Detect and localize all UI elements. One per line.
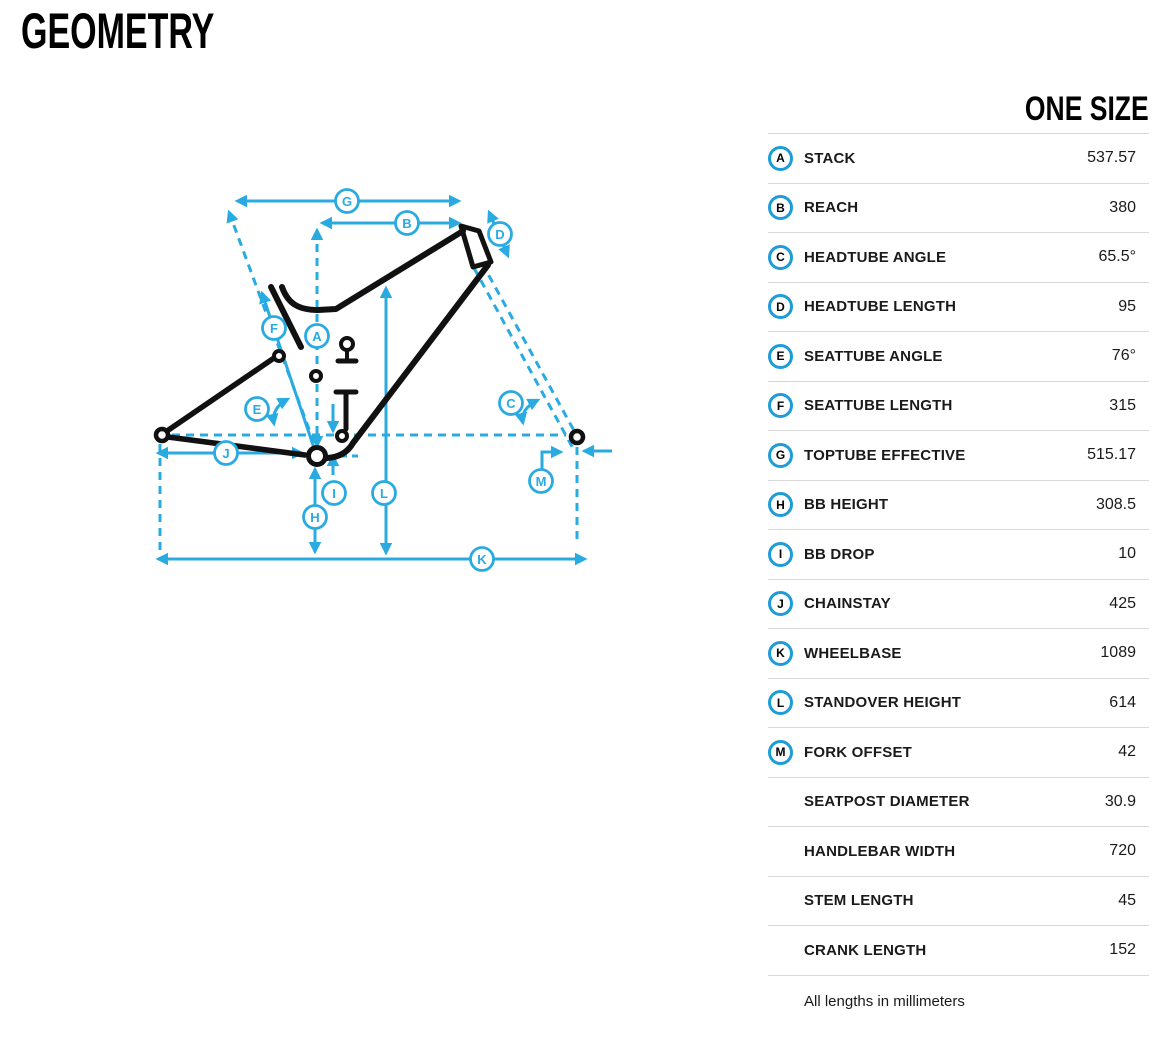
size-header (768, 84, 1149, 133)
toptube (282, 231, 463, 310)
spec-row (768, 331, 1149, 381)
spec-row (768, 777, 1149, 827)
letter-badge: F (768, 393, 793, 418)
spec-label: WHEELBASE (804, 644, 902, 662)
spec-label: REACH (804, 199, 859, 217)
spec-value: 537.57 (1087, 149, 1136, 167)
spec-value: 425 (1109, 594, 1136, 612)
diagram-marker-f (263, 317, 286, 340)
svg-text:J: J (222, 446, 230, 461)
letter-badge: H (768, 492, 793, 517)
spec-value: 65.5° (1098, 248, 1136, 266)
spec-label: CRANK LENGTH (804, 941, 927, 959)
size-label: ONE SIZE (1025, 90, 1149, 128)
letter-badge: M (768, 740, 793, 765)
diagram-marker-h (304, 506, 327, 529)
spec-label: SEATTUBE ANGLE (804, 347, 943, 365)
seattube-angle-arc (274, 399, 288, 424)
spec-row (768, 529, 1149, 579)
front-axle (571, 431, 583, 443)
spec-row (768, 480, 1149, 530)
shock-eyelet (337, 431, 347, 441)
spec-row (768, 826, 1149, 876)
svg-text:E: E (252, 402, 262, 417)
svg-text:I: I (332, 486, 336, 501)
diagram-marker-j (215, 442, 238, 465)
spec-row (768, 381, 1149, 431)
diagram-marker-l (373, 482, 396, 505)
svg-text:L: L (380, 486, 388, 501)
spec-row (768, 678, 1149, 728)
spec-label: SEATPOST DIAMETER (804, 793, 970, 811)
spec-label: TOPTUBE EFFECTIVE (804, 446, 966, 464)
letter-badge (768, 789, 793, 814)
svg-text:C: C (506, 396, 516, 411)
steering-axis-line (474, 268, 575, 452)
spec-row (768, 727, 1149, 777)
spec-label: BB DROP (804, 545, 875, 563)
letter-badge: D (768, 294, 793, 319)
letter-badge: E (768, 344, 793, 369)
spec-value: 152 (1109, 941, 1136, 959)
svg-text:G: G (341, 194, 353, 209)
svg-text:F: F (270, 321, 278, 336)
spec-value: 30.9 (1104, 792, 1136, 810)
spec-value: 315 (1109, 396, 1136, 414)
letter-badge (768, 938, 793, 963)
spec-label: HEADTUBE ANGLE (804, 248, 947, 266)
diagram-marker-m (530, 470, 553, 493)
diagram-marker-b (396, 212, 419, 235)
diagram-marker-a (306, 325, 329, 348)
diagram-marker-e (246, 398, 269, 421)
spec-row (768, 628, 1149, 678)
seatstay-pivot (274, 351, 284, 361)
spec-value: 614 (1109, 693, 1136, 711)
letter-badge (768, 839, 793, 864)
spec-label: CHAINSTAY (804, 595, 891, 613)
spec-row (768, 925, 1149, 975)
spec-value: 380 (1109, 198, 1136, 216)
steering-axis-line-2 (482, 263, 583, 447)
fork-offset-arrow (542, 452, 561, 470)
headtube-angle-arc (523, 400, 538, 423)
spec-value: 42 (1118, 743, 1136, 761)
spec-value: 308.5 (1095, 495, 1136, 513)
spec-label: HANDLEBAR WIDTH (804, 842, 956, 860)
footnote-row (768, 975, 1149, 1028)
spec-panel (768, 84, 1149, 1028)
letter-badge: A (768, 146, 793, 171)
svg-text:K: K (477, 552, 487, 567)
bike-frame (156, 226, 583, 465)
spec-value: 515.17 (1087, 446, 1136, 464)
rear-axle (156, 429, 168, 441)
svg-text:A: A (312, 329, 322, 344)
footnote: All lengths in millimeters (804, 993, 965, 1010)
linkage-pivot (311, 371, 321, 381)
letter-badge: C (768, 245, 793, 270)
spec-value: 10 (1118, 545, 1136, 563)
spec-value: 76° (1111, 347, 1136, 365)
spec-value: 720 (1109, 842, 1136, 860)
spec-value: 45 (1118, 891, 1136, 909)
letter-badge: B (768, 195, 793, 220)
svg-text:D: D (495, 227, 505, 242)
spec-row (768, 183, 1149, 233)
svg-text:H: H (310, 510, 320, 525)
spec-label: SEATTUBE LENGTH (804, 397, 953, 415)
spec-label: STANDOVER HEIGHT (804, 694, 962, 712)
spec-row (768, 430, 1149, 480)
spec-label: BB HEIGHT (804, 496, 889, 514)
spec-row (768, 232, 1149, 282)
bottom-bracket (309, 448, 326, 465)
spec-value: 95 (1118, 297, 1136, 315)
diagram-marker-i (323, 482, 346, 505)
spec-value: 1089 (1100, 644, 1136, 662)
svg-text:M: M (535, 474, 547, 489)
spec-table (768, 133, 1149, 975)
spec-row (768, 282, 1149, 332)
diagram-marker-k (471, 548, 494, 571)
diagram-markers (215, 190, 553, 571)
spec-row (768, 133, 1149, 183)
diagram-marker-c (500, 392, 523, 415)
spec-row (768, 876, 1149, 926)
spec-label: FORK OFFSET (804, 743, 913, 761)
svg-text:B: B (402, 216, 412, 231)
letter-badge: L (768, 690, 793, 715)
letter-badge: G (768, 443, 793, 468)
diagram-marker-d (489, 223, 512, 246)
spec-label: STACK (804, 149, 856, 167)
letter-badge: I (768, 542, 793, 567)
letter-badge: J (768, 591, 793, 616)
geometry-diagram (120, 180, 660, 600)
diagram-marker-g (336, 190, 359, 213)
spec-label: HEADTUBE LENGTH (804, 298, 957, 316)
page-title: GEOMETRY (21, 3, 215, 59)
spec-label: STEM LENGTH (804, 892, 914, 910)
spec-row (768, 579, 1149, 629)
letter-badge (768, 888, 793, 913)
letter-badge: K (768, 641, 793, 666)
